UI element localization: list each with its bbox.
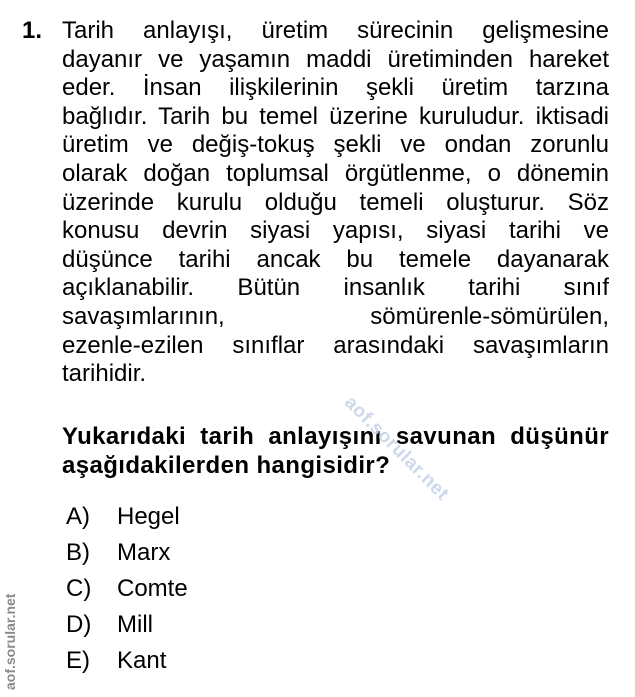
option-letter: A) [66, 503, 90, 530]
passage-line: konusu devrin siyasi yapısı, siyasi tarihi ve [62, 217, 609, 245]
passage-line: dayanır ve yaşamın maddi üretiminden hareket [62, 45, 609, 73]
option-letter: C) [66, 575, 92, 602]
option-c[interactable] [66, 573, 188, 609]
option-text: Hegel [117, 503, 180, 530]
passage-line: savaşımlarının, sömürenle-sömürülen, [62, 302, 609, 330]
prompt-line: Yukarıdaki tarih anlayışını savunan düşünür [62, 423, 609, 450]
option-b[interactable] [66, 537, 188, 573]
question-prompt [62, 423, 609, 480]
passage-line: açıklanabilir. Bütün insanlık tarihi sınıf [62, 274, 609, 302]
question-number: 1. [22, 17, 43, 44]
passage-line: olarak doğan toplumsal örgütlenme, o dönemin [62, 159, 609, 187]
answer-options [66, 501, 188, 681]
option-text: Marx [117, 539, 171, 566]
option-a[interactable] [66, 501, 188, 537]
passage-line: tarihidir. [62, 360, 147, 388]
option-letter: E) [66, 647, 90, 674]
option-text: Kant [117, 647, 167, 674]
watermark-side: aof.sorular.net [2, 593, 18, 690]
passage-line: eder. İnsan ilişkilerinin şekli üretim tarzına [62, 74, 609, 102]
option-text: Comte [117, 575, 188, 602]
prompt-line: aşağıdakilerden hangisidir? [62, 451, 391, 479]
option-text: Mill [117, 611, 153, 638]
watermark-diagonal: aof.sorular.net [340, 392, 453, 505]
option-letter: D) [66, 611, 92, 638]
passage-line: üretim ve değiş-tokuş şekli ve ondan zorunlu [62, 131, 609, 159]
passage-line: düşünce tarihi ancak bu temele dayanarak [62, 245, 609, 273]
option-d[interactable] [66, 609, 188, 645]
passage-line: Tarih anlayışı, üretim sürecinin gelişmesine [62, 17, 609, 44]
passage-line: bağlıdır. Tarih bu temel üzerine kuruludur. iktisadi [62, 102, 609, 130]
option-e[interactable] [66, 645, 188, 681]
passage-line: ezenle-ezilen sınıflar arasındaki savaşımların [62, 331, 609, 359]
passage-line: üzerinde kurulu olduğu temeli oluşturur. Söz [62, 188, 609, 216]
option-letter: B) [66, 539, 90, 566]
question-passage [62, 17, 609, 389]
